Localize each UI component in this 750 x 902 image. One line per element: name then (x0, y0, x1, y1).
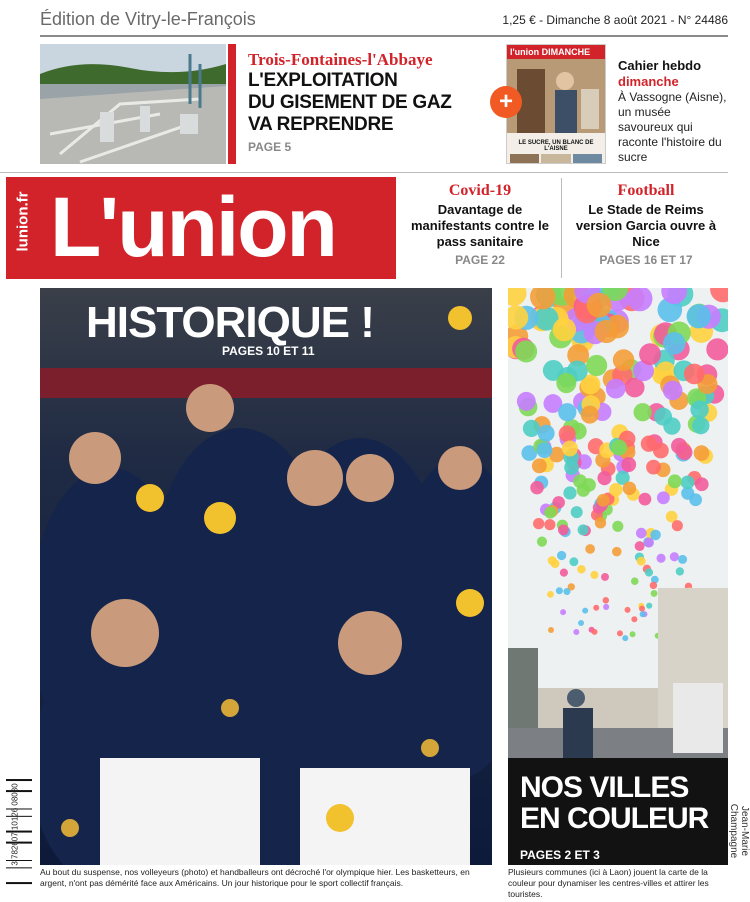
story-box-football[interactable] (566, 182, 726, 267)
teaser-headline-line: DU GISEMENT DE GAZ (248, 92, 452, 113)
story-kicker: Football (617, 182, 675, 199)
volleyball-team-photo[interactable] (40, 288, 492, 865)
teaser-headline[interactable] (248, 70, 488, 136)
teaser-page: PAGE 5 (248, 140, 292, 154)
photo-credit-text: Jean-Marie Champagne (728, 803, 750, 859)
teaser-location[interactable]: Trois-Fontaines-l'Abbaye (248, 50, 433, 69)
top-divider (40, 35, 728, 37)
site-url-text: lunion.fr (14, 191, 32, 252)
story-separator (561, 178, 562, 278)
main-headline[interactable]: HISTORIQUE ! (86, 298, 374, 347)
story-pages: PAGE 22 (455, 253, 505, 267)
supplement-cover-line: LE SUCRE, UN BLANC DE L'AISNE (518, 140, 594, 152)
story-headline: Davantage de manifestants contre le pass sanitaire (411, 202, 549, 249)
main-caption: Au bout du suspense, nos volleyeurs (photo) et handballeurs ont décroché l'or olympique hier. Les basketteurs, en argent, n'ont pas démérité face aux Américains. Un jour historique pour le sport collectif français. (40, 867, 470, 888)
story-box-covid[interactable] (400, 182, 560, 267)
side-headline[interactable] (520, 772, 728, 834)
site-url[interactable] (6, 177, 40, 279)
photo-credit (728, 778, 750, 878)
side-pages: PAGES 2 ET 3 (520, 848, 600, 862)
plus-icon: + (490, 86, 522, 118)
masthead-divider (0, 172, 728, 173)
side-caption: Plusieurs communes (ici à Laon) jouent la carte de la couleur pour dynamiser les centres-villes et attirer les touristes. (508, 867, 709, 899)
barcode-digits: 3 782607 10126 08080 (10, 783, 20, 866)
supplement-title[interactable]: Cahier hebdo (618, 58, 702, 73)
supplement-day: dimanche (618, 74, 679, 89)
gas-site-photo[interactable] (40, 44, 226, 164)
edition-label: Édition de Vitry-le-François (40, 9, 256, 29)
teaser-accent-bar (228, 44, 236, 164)
side-headline-line: EN COULEUR (520, 802, 709, 835)
story-headline: Le Stade de Reims version Garcia ouvre à Nice (575, 202, 717, 249)
story-kicker: Covid-19 (448, 182, 512, 199)
teaser-headline-line: VA REPRENDRE (248, 114, 394, 135)
story-pages: PAGES 16 ET 17 (599, 253, 693, 267)
teaser-headline-line: L'EXPLOITATION (248, 70, 398, 91)
supplement-text: À Vassogne (Aisne), un musée savoureux qui raconte l'histoire du sucre (618, 90, 727, 164)
side-headline-line: NOS VILLES (520, 771, 689, 804)
supplement-logo: l'union DIMANCHE (507, 45, 605, 59)
issue-info: 1,25 € - Dimanche 8 août 2021 - N° 24486 (502, 13, 728, 27)
newspaper-name: L'union (50, 180, 336, 274)
main-pages: PAGES 10 ET 11 (222, 344, 315, 358)
supplement-photo (507, 59, 605, 133)
